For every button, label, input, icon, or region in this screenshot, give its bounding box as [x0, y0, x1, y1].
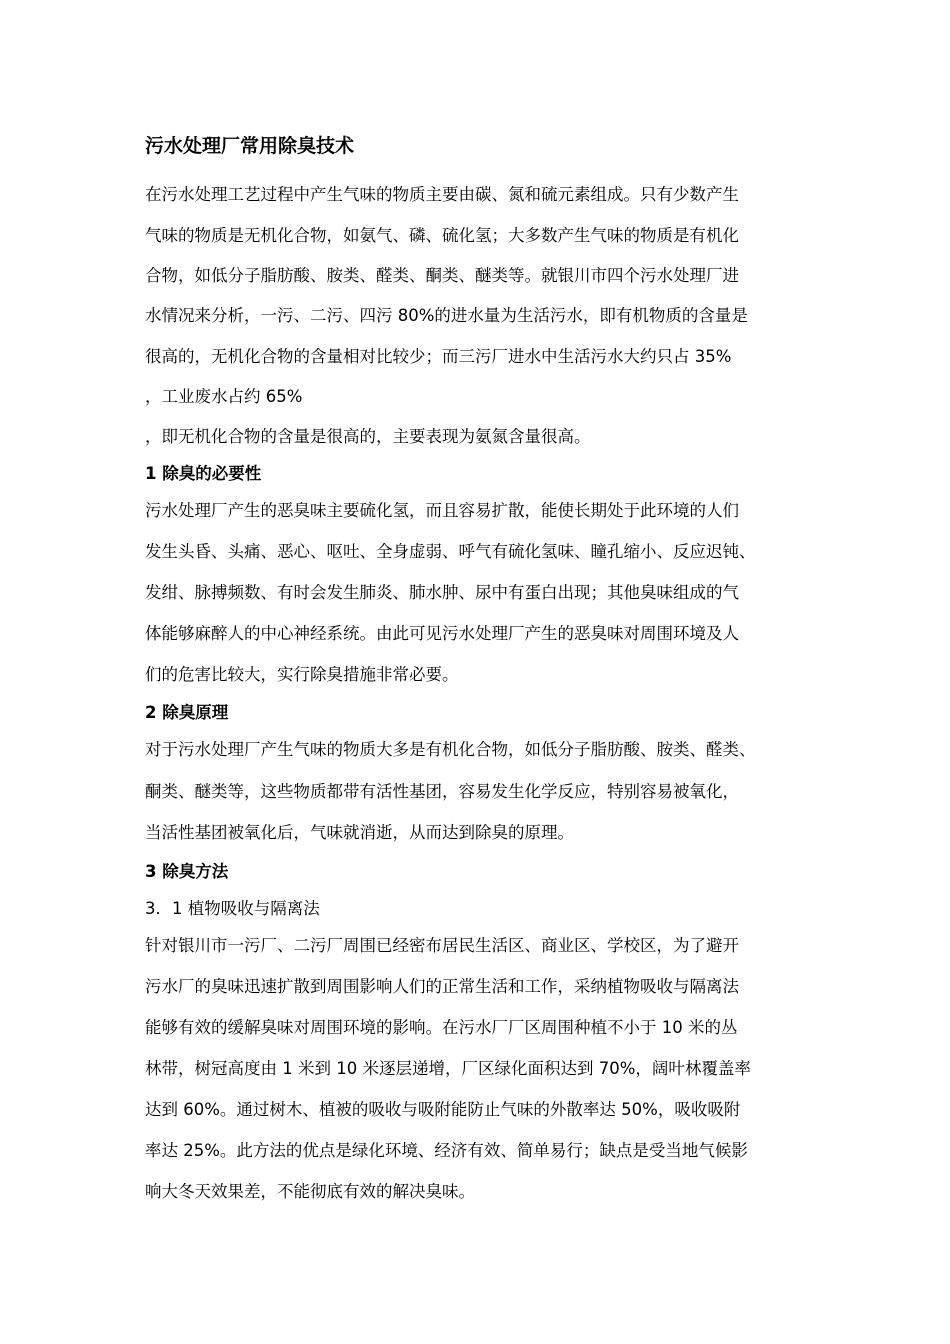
- paragraph-line: 当活性基团被氧化后，气味就消逝，从而达到除臭的原理。: [145, 823, 574, 842]
- paragraph-line: 林带，树冠高度由 1 米到 10 米逐层递增，厂区绿化面积达到 70%，阔叶林覆盖率: [145, 1059, 751, 1078]
- paragraph-line: 很高的，无机化合物的含量相对比较少；而三污厂进水中生活污水大约只占 35%: [145, 347, 732, 366]
- subsection-heading: 3．1 植物吸收与隔离法: [145, 899, 320, 918]
- paragraph-line: 响大冬天效果差，不能彻底有效的解决臭味。: [145, 1182, 475, 1201]
- paragraph-line: 水情况来分析，一污、二污、四污 80%的进水量为生活污水，即有机物质的含量是: [145, 306, 748, 325]
- section-heading: 1 除臭的必要性: [145, 464, 262, 483]
- paragraph-line: 达到 60%。通过树木、植被的吸收与吸附能防止气味的外散率达 50%，吸收吸附: [145, 1100, 741, 1119]
- paragraph-line: 污水处理厂产生的恶臭味主要硫化氢，而且容易扩散，能使长期处于此环境的人们: [145, 501, 739, 520]
- paragraph-line: 在污水处理工艺过程中产生气味的物质主要由碳、氮和硫元素组成。只有少数产生: [145, 185, 739, 204]
- paragraph-line: 发生头昏、头痛、恶心、呕吐、全身虚弱、呼气有硫化氢味、瞳孔缩小、反应迟钝、: [145, 542, 756, 561]
- paragraph-line: 污水厂的臭味迅速扩散到周围影响人们的正常生活和工作，采纳植物吸收与隔离法: [145, 977, 739, 996]
- section-heading: 3 除臭方法: [145, 862, 229, 881]
- paragraph-line: 们的危害比较大，实行除臭措施非常必要。: [145, 665, 459, 684]
- paragraph-line: 能够有效的缓解臭味对周围环境的影响。在污水厂厂区周围种植不小于 10 米的丛: [145, 1018, 738, 1037]
- paragraph-line: 体能够麻醉人的中心神经系统。由此可见污水处理厂产生的恶臭味对周围环境及人: [145, 624, 739, 643]
- paragraph-line: ，即无机化合物的含量是很高的，主要表现为氨氮含量很高。: [145, 427, 591, 446]
- paragraph-line: 气味的物质是无机化合物，如氨气、磷、硫化氢；大多数产生气味的物质是有机化: [145, 226, 739, 245]
- document-title: 污水处理厂常用除臭技术: [145, 135, 355, 157]
- section-heading: 2 除臭原理: [145, 703, 229, 722]
- paragraph-line: 对于污水处理厂产生气味的物质大多是有机化合物，如低分子脂肪酸、胺类、醛类、: [145, 740, 756, 759]
- paragraph-line: 发绀、脉搏频数、有时会发生肺炎、肺水肿、尿中有蛋白出现；其他臭味组成的气: [145, 583, 739, 602]
- paragraph-line: 率达 25%。此方法的优点是绿化环境、经济有效、简单易行；缺点是受当地气候影: [145, 1141, 748, 1160]
- paragraph-line: 酮类、醚类等，这些物质都带有活性基团，容易发生化学反应，特别容易被氧化，: [145, 782, 739, 801]
- paragraph-line: 合物，如低分子脂肪酸、胺类、醛类、酮类、醚类等。就银川市四个污水处理厂进: [145, 266, 739, 285]
- paragraph-line: ，工业废水占约 65%: [145, 387, 303, 406]
- paragraph-line: 针对银川市一污厂、二污厂周围已经密布居民生活区、商业区、学校区，为了避开: [145, 936, 739, 955]
